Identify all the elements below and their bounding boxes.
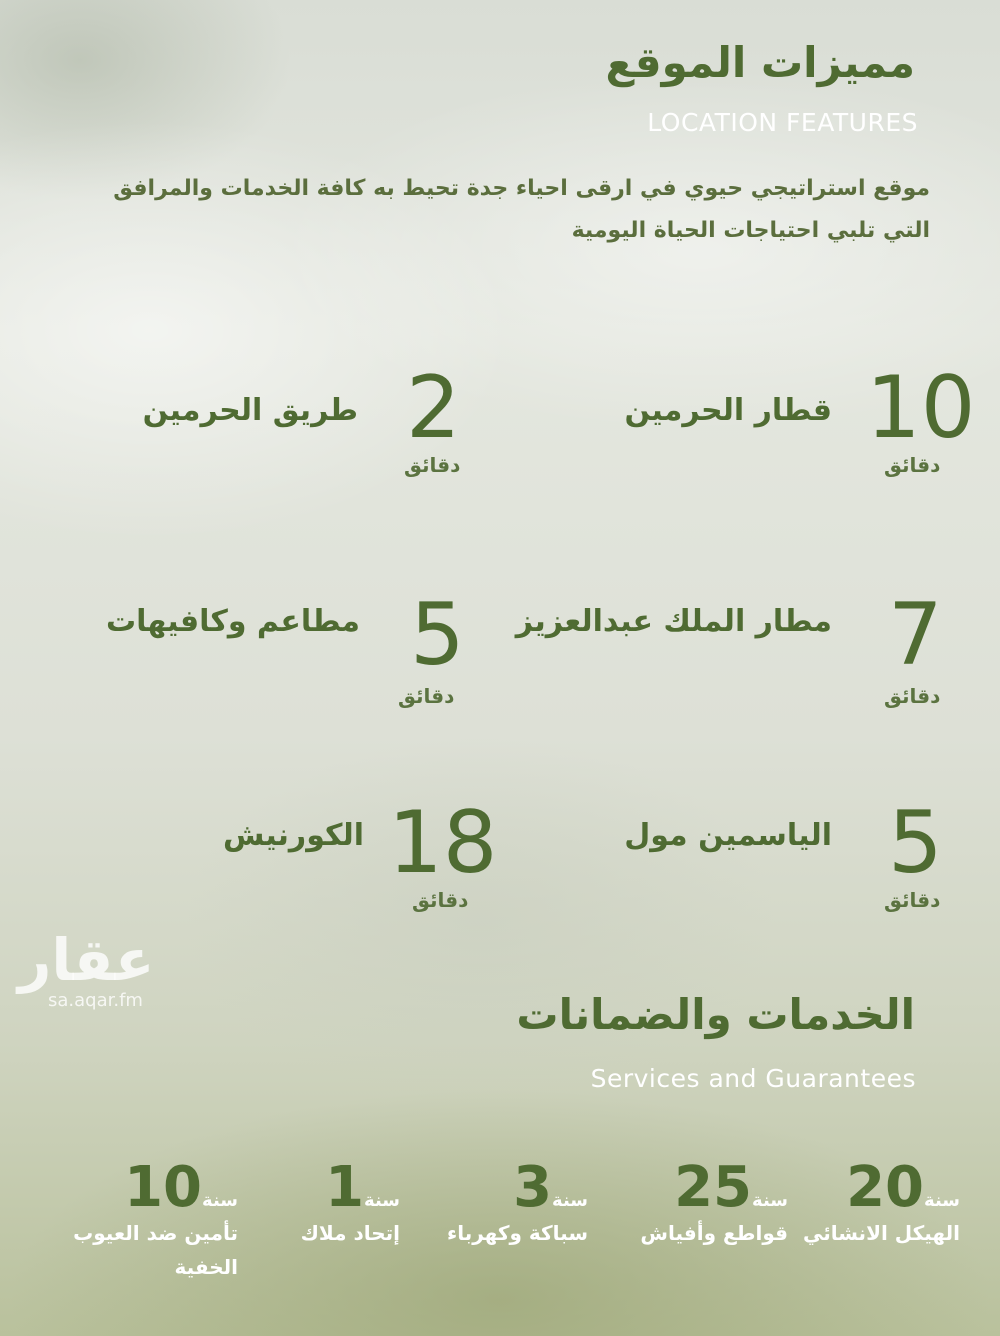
guarantee-unit: سنة (924, 1190, 960, 1211)
guarantee-unit: سنة (202, 1190, 238, 1211)
feature-unit: دقائق (884, 453, 941, 477)
feature-value: 2 (406, 358, 461, 458)
intro-line-1: موقع استراتيجي حيوي في ارقى احياء جدة تحيط به كافة الخدمات والمرافق (113, 176, 930, 201)
aqar-watermark (18, 926, 155, 1011)
feature-label-airport: مطار الملك عبدالعزيز (515, 604, 832, 639)
services-title-ar: الخدمات والضمانات (516, 990, 915, 1039)
location-title-ar: مميزات الموقع (605, 38, 915, 87)
feature-value: 10 (866, 358, 976, 458)
guarantee-value: 1 (325, 1155, 365, 1220)
aqar-logo: عقار (18, 926, 155, 994)
location-intro (110, 168, 930, 252)
guarantee-owners-association (280, 1155, 400, 1250)
feature-unit: دقائق (398, 684, 455, 708)
feature-unit: دقائق (884, 684, 941, 708)
guarantee-unit: سنة (752, 1190, 788, 1211)
guarantee-value: 10 (124, 1155, 203, 1220)
guarantee-unit: سنة (364, 1190, 400, 1211)
feature-label-restaurants: مطاعم وكافيهات (106, 604, 360, 639)
feature-label-haramain-train: قطار الحرمين (624, 393, 832, 428)
feature-value: 5 (888, 793, 943, 893)
guarantee-plumbing (428, 1155, 588, 1250)
services-title-en: Services and Guarantees (590, 1064, 916, 1093)
aqar-url: sa.aqar.fm (48, 990, 143, 1011)
guarantee-label: قواطع وأفياش (640, 1221, 788, 1245)
guarantee-label: الهيكل الانشائي (802, 1221, 960, 1245)
guarantee-structure (790, 1155, 960, 1250)
guarantee-switches (618, 1155, 788, 1250)
feature-value: 7 (888, 585, 943, 685)
feature-unit: دقائق (412, 888, 469, 912)
feature-label-corniche: الكورنيش (223, 818, 364, 853)
feature-value: 5 (410, 585, 465, 685)
guarantee-label: إتحاد ملاك (300, 1221, 400, 1245)
guarantee-label: تأمين ضد العيوب (73, 1221, 238, 1245)
feature-label-haramain-road: طريق الحرمين (142, 393, 358, 428)
feature-unit: دقائق (404, 453, 461, 477)
feature-label-yasmeen-mall: الياسمين مول (624, 818, 832, 853)
feature-unit: دقائق (884, 888, 941, 912)
feature-value: 18 (388, 793, 498, 893)
guarantee-label-line2: الخفية (174, 1255, 238, 1279)
guarantee-value: 25 (674, 1155, 753, 1220)
intro-line-2: التي تلبي احتياجات الحياة اليومية (571, 218, 930, 243)
guarantee-value: 3 (513, 1155, 553, 1220)
guarantee-unit: سنة (552, 1190, 588, 1211)
guarantee-value: 20 (846, 1155, 925, 1220)
guarantee-label: سباكة وكهرباء (446, 1221, 588, 1245)
location-title-en: LOCATION FEATURES (647, 108, 918, 137)
guarantee-defects-insurance (58, 1155, 238, 1284)
